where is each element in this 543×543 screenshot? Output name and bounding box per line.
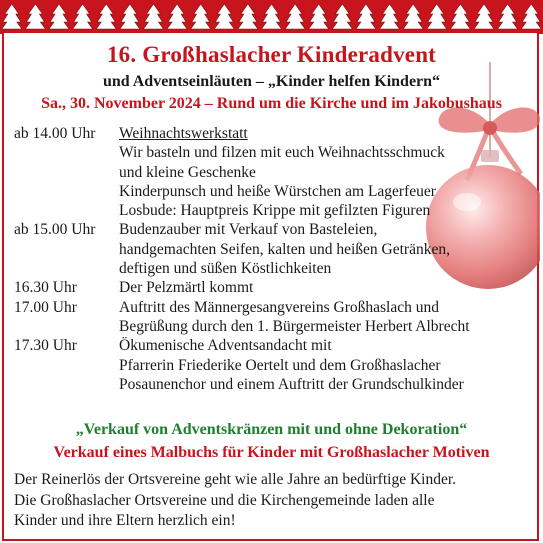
schedule-entry [14, 336, 529, 394]
christmas-tree-icon [309, 4, 329, 29]
christmas-tree-icon [143, 4, 163, 29]
christmas-tree-icon [403, 4, 423, 29]
christmas-tree-icon [73, 4, 93, 29]
christmas-tree-icon [49, 4, 69, 29]
christmas-tree-icon [2, 4, 22, 29]
schedule-line: Wir basteln und filzen mit euch Weihnachtsschmuck [119, 144, 445, 162]
schedule-time: 17.30 Uhr [14, 337, 77, 355]
schedule-line: Begrüßung durch den 1. Bürgermeister Herbert Albrecht [119, 317, 470, 335]
closing-line: Die Großhaslacher Ortsvereine und die Kirchengemeinde laden alle [14, 491, 435, 509]
schedule-description [119, 220, 529, 278]
christmas-tree-icon [332, 4, 352, 29]
schedule-entry [14, 220, 529, 278]
schedule-line: Posaunenchor und einem Auftritt der Grundschulkinder [119, 375, 464, 393]
christmas-tree-border [0, 0, 543, 34]
schedule-entry [14, 298, 529, 337]
christmas-tree-icon [498, 4, 518, 29]
christmas-tree-icon [167, 4, 187, 29]
christmas-tree-icon [380, 4, 400, 29]
schedule-time: 16.30 Uhr [14, 279, 77, 297]
schedule-line: Auftritt des Männergesangvereins Großhaslach und [119, 298, 439, 316]
christmas-tree-icon [96, 4, 116, 29]
christmas-tree-icon [521, 4, 541, 29]
christmas-tree-icon [474, 4, 494, 29]
schedule-time: 17.00 Uhr [14, 298, 77, 316]
schedule-line: Ökumenische Adventsandacht mit [119, 337, 332, 355]
christmas-tree-icon [427, 4, 447, 29]
christmas-tree-icon [285, 4, 305, 29]
christmas-tree-icon [120, 4, 140, 29]
schedule-description [119, 278, 529, 297]
schedule-line: Kinderpunsch und heiße Würstchen am Lagerfeuer [119, 182, 436, 200]
schedule-time: ab 15.00 Uhr [14, 221, 96, 239]
page-title: 16. Großhaslacher Kinderadvent [106, 42, 437, 67]
schedule-line: deftigen und süßen Köstlichkeiten [119, 260, 332, 278]
christmas-tree-icon [450, 4, 470, 29]
subtitle: und Adventseinläuten – „Kinder helfen Kindern“ [102, 73, 441, 90]
christmas-tree-icon [262, 4, 282, 29]
christmas-tree-icon [191, 4, 211, 29]
coloring-book-sale: Verkauf eines Malbuchs für Kinder mit Großhaslacher Motiven [53, 444, 490, 461]
program-schedule [14, 124, 529, 394]
schedule-description [119, 336, 529, 394]
christmas-tree-icon [356, 4, 376, 29]
christmas-tree-icon-row [0, 2, 543, 32]
schedule-line: Budenzauber mit Verkauf von Basteleien, [119, 221, 378, 239]
schedule-description [119, 298, 529, 337]
schedule-line: Pfarrerin Friederike Oertelt und dem Großhaslacher [119, 356, 441, 374]
schedule-line: handgemachten Seifen, kalten und heißen Getränken, [119, 240, 450, 258]
schedule-line: Losbude: Hauptpreis Krippe mit gefilzten Figuren [119, 202, 431, 220]
schedule-entry [14, 124, 529, 220]
schedule-time: ab 14.00 Uhr [14, 125, 96, 142]
closing-line: Kinder und ihre Eltern herzlich ein! [14, 512, 236, 529]
event-date-location: Sa., 30. November 2024 – Rund um die Kirche und im Jakobushaus [41, 95, 502, 112]
closing-text [14, 470, 529, 532]
advent-wreath-sale: „Verkauf von Adventskränzen mit und ohne Dekoration“ [75, 421, 468, 438]
closing-line: Der Reinerlös der Ortsvereine geht wie alle Jahre an bedürftige Kinder. [14, 471, 457, 488]
schedule-line: Der Pelzmärtl kommt [119, 279, 254, 297]
christmas-tree-icon [25, 4, 45, 29]
christmas-tree-icon [214, 4, 234, 29]
schedule-heading: Weihnachtswerkstatt [119, 125, 248, 142]
christmas-tree-icon [238, 4, 258, 29]
schedule-description [119, 124, 529, 220]
schedule-line: und kleine Geschenke [119, 163, 256, 181]
schedule-entry [14, 278, 529, 297]
